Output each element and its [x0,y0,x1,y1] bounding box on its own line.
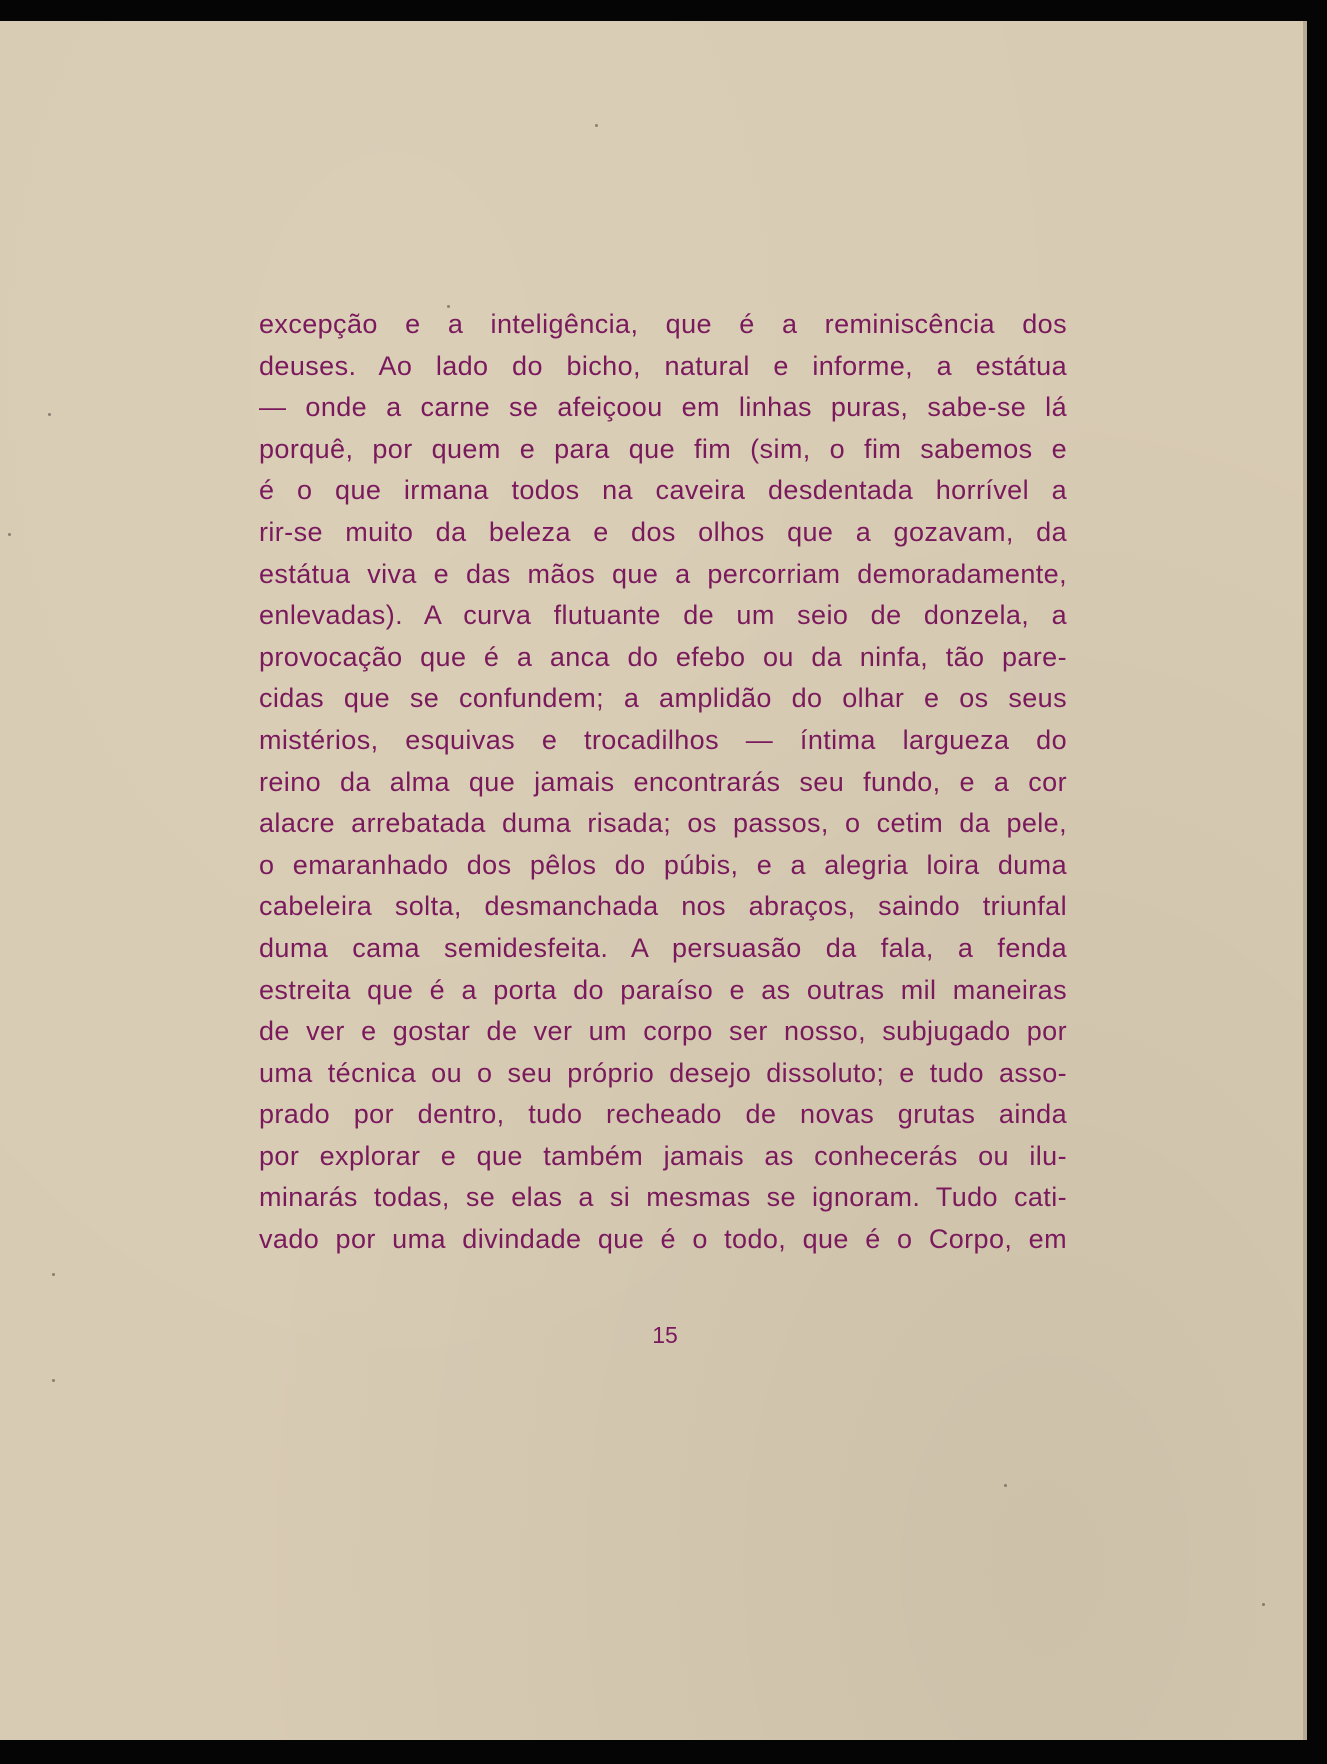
page-edge [1303,21,1307,1740]
paper-speck [52,1273,55,1276]
paper-speck [8,533,11,536]
text-line: reino da alma que jamais encontrarás seu fundo, e a cor [259,766,1067,797]
paper-speck [1004,1484,1007,1487]
text-line: enlevadas). A curva flutuante de um seio de donzela, a [259,600,1067,631]
text-line: vado por uma divindade que é o todo, que é o Corpo, em [259,1224,1067,1255]
text-line: cabeleira solta, desmanchada nos abraços, saindo triunfal [259,891,1067,922]
text-line: o emaranhado dos pêlos do púbis, e a alegria loira duma [259,849,1067,880]
text-line: minarás todas, se elas a si mesmas se ignoram. Tudo cati- [259,1182,1067,1213]
text-line: mistérios, esquivas e trocadilhos — íntima largueza do [259,724,1067,755]
text-line: rir-se muito da beleza e dos olhos que a gozavam, da [259,516,1067,547]
text-line: alacre arrebatada duma risada; os passos, o cetim da pele, [259,808,1067,839]
paper-speck [595,124,598,127]
paper-speck [48,413,51,416]
text-line: é o que irmana todos na caveira desdentada horrível a [259,475,1067,506]
text-line: de ver e gostar de ver um corpo ser nosso, subjugado por [259,1016,1067,1047]
page-number: 15 [652,1322,678,1348]
text-line: porquê, por quem e para que fim (sim, o fim sabemos e [259,433,1067,464]
text-line: estreita que é a porta do paraíso e as outras mil maneiras [259,974,1067,1005]
text-line: cidas que se confundem; a amplidão do olhar e os seus [259,683,1067,714]
text-line: provocação que é a anca do efebo ou da ninfa, tão pare- [259,641,1067,672]
paper-speck [52,1379,55,1382]
body-text [259,304,1067,1261]
text-line: duma cama semidesfeita. A persuasão da fala, a fenda [259,932,1067,963]
text-line: excepção e a inteligência, que é a reminiscência dos [259,309,1067,339]
text-line: prado por dentro, tudo recheado de novas grutas ainda [259,1099,1067,1130]
text-line: — onde a carne se afeiçoou em linhas puras, sabe-se lá [259,392,1067,423]
text-line: deuses. Ao lado do bicho, natural e informe, a estátua [259,350,1067,381]
text-line: uma técnica ou o seu próprio desejo dissoluto; e tudo asso- [259,1057,1067,1088]
paper-speck [1262,1603,1265,1606]
text-line: estátua viva e das mãos que a percorriam demoradamente, [259,558,1067,589]
text-line: por explorar e que também jamais as conhecerás ou ilu- [259,1140,1067,1171]
